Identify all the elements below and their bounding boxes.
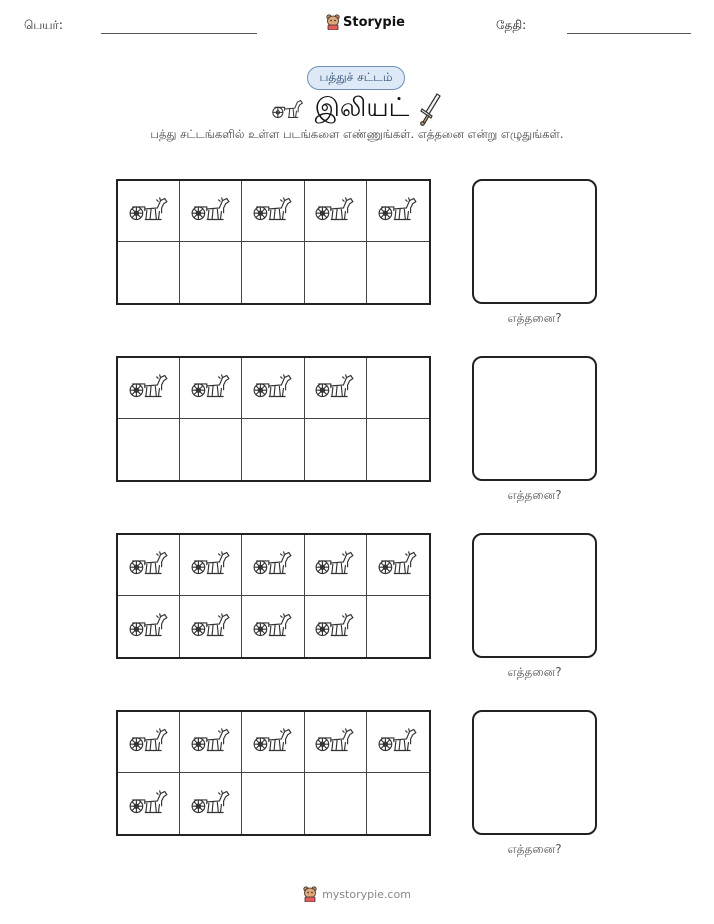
chariot-icon: [128, 372, 170, 404]
chariot-icon: [128, 726, 170, 758]
chariot-icon: [252, 372, 294, 404]
page-title: இலியட்: [314, 92, 410, 123]
ten-frame-cell: [367, 535, 429, 596]
chariot-icon: [377, 726, 419, 758]
sword-icon: [419, 92, 443, 126]
ten-frame-cell: [118, 535, 180, 596]
brand: [326, 14, 405, 30]
ten-frame-cell: [367, 712, 429, 773]
answer-box[interactable]: [472, 533, 597, 658]
ten-frame-cell: [180, 419, 242, 480]
chariot-icon: [314, 372, 356, 404]
ten-frame: [116, 356, 431, 482]
chariot-icon: [252, 549, 294, 581]
chariot-icon: [252, 726, 294, 758]
ten-frame-cell: [242, 773, 304, 834]
ten-frame: [116, 710, 431, 836]
ten-frame-cell: [118, 596, 180, 657]
how-many-label: எத்தனை?: [507, 488, 562, 502]
ten-frame-cell: [118, 419, 180, 480]
answer-box[interactable]: [472, 179, 597, 304]
ten-frame-cell: [367, 242, 429, 303]
ten-frame-cell: [242, 535, 304, 596]
chariot-icon: [314, 549, 356, 581]
ten-frame-cell: [367, 358, 429, 419]
answer-box[interactable]: [472, 356, 597, 481]
worksheet-type-badge: பத்துச் சட்டம்: [307, 66, 405, 90]
ten-frame-cell: [180, 773, 242, 834]
ten-frame-cell: [305, 358, 367, 419]
ten-frame-cell: [118, 358, 180, 419]
ten-frame-cell: [305, 535, 367, 596]
ten-frame-cell: [305, 181, 367, 242]
ten-frame-cell: [367, 419, 429, 480]
ten-frame: [116, 179, 431, 305]
ten-frame-cell: [242, 419, 304, 480]
ten-frame-cell: [118, 242, 180, 303]
chariot-icon: [377, 195, 419, 227]
ten-frame-cell: [180, 535, 242, 596]
ten-frame-cell: [118, 773, 180, 834]
chariot-icon: [128, 549, 170, 581]
chariot-icon: [190, 611, 232, 643]
footer: [0, 886, 714, 902]
ten-frame-cell: [242, 596, 304, 657]
how-many-label: எத்தனை?: [507, 311, 562, 325]
chariot-icon: [190, 549, 232, 581]
chariot-icon: [190, 195, 232, 227]
chariot-icon: [190, 726, 232, 758]
ten-frame-cell: [242, 358, 304, 419]
ten-frame-cell: [180, 181, 242, 242]
how-many-label: எத்தனை?: [507, 665, 562, 679]
ten-frame-cell: [118, 712, 180, 773]
ten-frame-cell: [242, 242, 304, 303]
bear-logo-icon: [326, 14, 340, 30]
ten-frame-cell: [242, 181, 304, 242]
ten-frame-cell: [305, 712, 367, 773]
ten-frame-cell: [180, 596, 242, 657]
chariot-icon: [271, 98, 305, 120]
chariot-icon: [128, 788, 170, 820]
ten-frame-cell: [305, 242, 367, 303]
ten-frame-cell: [180, 242, 242, 303]
answer-box[interactable]: [472, 710, 597, 835]
footer-site[interactable]: mystorypie.com: [322, 887, 411, 901]
date-line: [567, 33, 691, 34]
ten-frame-cell: [180, 712, 242, 773]
chariot-icon: [190, 788, 232, 820]
name-line: [101, 33, 257, 34]
date-label: தேதி:: [496, 18, 527, 32]
ten-frame-cell: [118, 181, 180, 242]
ten-frame-cell: [367, 181, 429, 242]
ten-frame-cell: [367, 596, 429, 657]
ten-frame-cell: [367, 773, 429, 834]
chariot-icon: [377, 549, 419, 581]
instructions: பத்து சட்டங்களில் உள்ள படங்களை எண்ணுங்கள். எத்தனை என்று எழுதுங்கள்.: [150, 127, 564, 141]
chariot-icon: [252, 611, 294, 643]
ten-frame-cell: [305, 773, 367, 834]
brand-name: Storypie: [343, 14, 405, 30]
chariot-icon: [190, 372, 232, 404]
ten-frame: [116, 533, 431, 659]
ten-frame-cell: [242, 712, 304, 773]
chariot-icon: [314, 611, 356, 643]
chariot-icon: [314, 195, 356, 227]
chariot-icon: [128, 611, 170, 643]
chariot-icon: [314, 726, 356, 758]
title-row: [0, 92, 714, 126]
name-label: பெயர்:: [24, 18, 63, 32]
ten-frame-cell: [305, 419, 367, 480]
ten-frame-cell: [305, 596, 367, 657]
bear-logo-icon: [303, 886, 317, 902]
chariot-icon: [252, 195, 294, 227]
how-many-label: எத்தனை?: [507, 842, 562, 856]
ten-frame-cell: [180, 358, 242, 419]
chariot-icon: [128, 195, 170, 227]
